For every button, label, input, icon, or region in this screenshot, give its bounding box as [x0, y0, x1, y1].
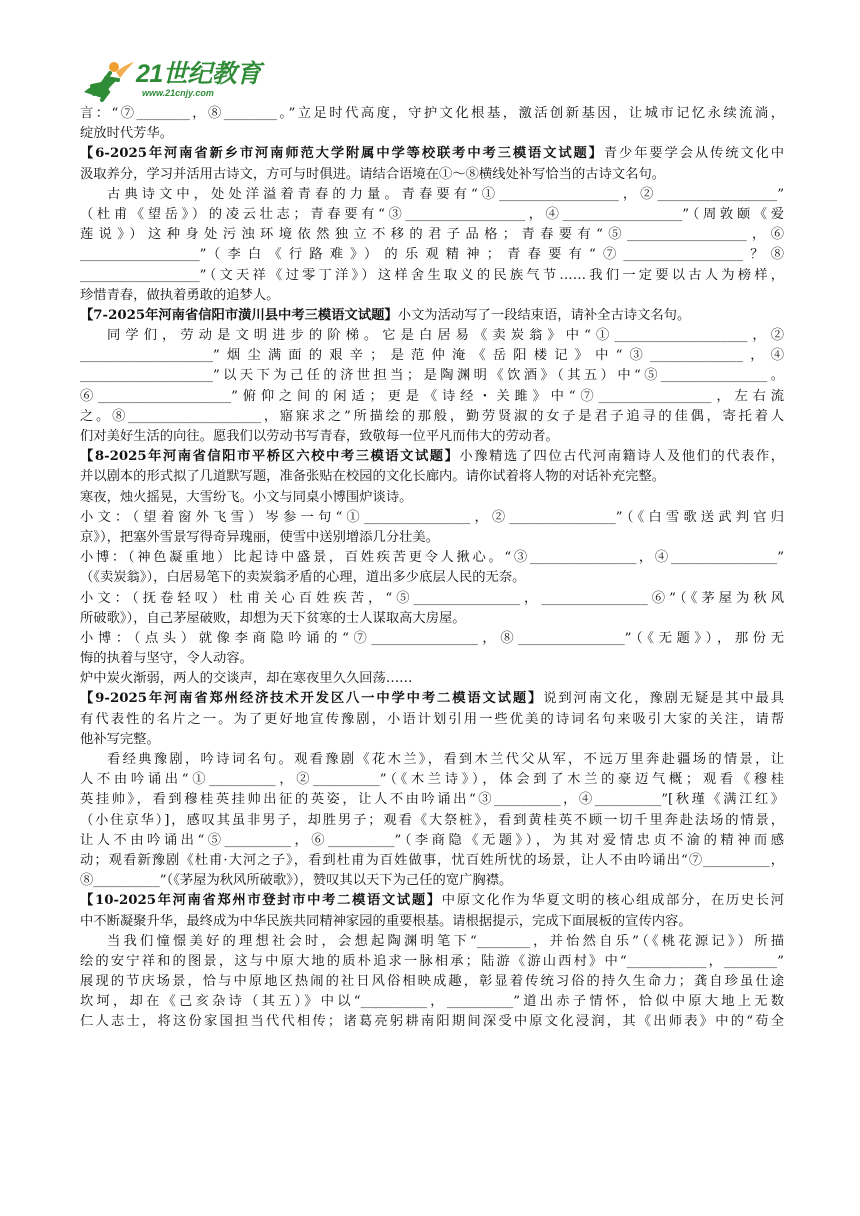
- line-text: 人不由吟诵出“①__________，②__________”（《木兰诗》），体会到了木兰的豪迈气概；观看《穆桂: [80, 772, 784, 788]
- line-text: ⑥____________________”俯仰之间的闲适；更是《诗经・关雎》中“⑦_________________，左右流: [80, 388, 784, 404]
- line-text: 让人不由吟诵出“⑤__________，⑥__________”（李商隐《无题》），为其对爱情忠贞不渝的精神而感: [80, 832, 784, 848]
- text-line: [80, 992, 784, 1012]
- running-figure-icon: [80, 58, 136, 104]
- line-text: 说到河南文化，豫剧无疑是其中最具: [543, 691, 784, 707]
- line-text: 汲取养分，学习并活用古诗文，方可与时俱进。请结合语境在①～⑧横线处补写恰当的古诗文名句。: [80, 166, 666, 182]
- text-line: [80, 387, 784, 407]
- text-line: [80, 871, 784, 891]
- text-line: [80, 548, 784, 568]
- text-line: [80, 851, 784, 871]
- line-text: 中不断凝聚升华，最终成为中华民族共同精神家园的重要根基。请根据提示，完成下面展板的宣传内容。: [80, 913, 692, 929]
- line-text: 炉中炭火渐弱，两人的交谈声，却在寒夜里久久回荡……: [80, 671, 413, 687]
- text-line: [80, 669, 784, 689]
- text-line: [80, 629, 784, 649]
- line-text: 青少年要学会从传统文化中: [603, 146, 784, 162]
- text-line: [80, 589, 784, 609]
- question-source-heading: 【6-2025年河南省新乡市河南师范大学附属中学等校联考中考三模语文试题】: [80, 146, 604, 162]
- text-line: [80, 770, 784, 790]
- text-line: [80, 225, 784, 245]
- question-source-heading: 【10-2025年河南省郑州市登封市中考二模语文试题】: [80, 893, 442, 909]
- line-text: 同学们，劳动是文明进步的阶梯。它是白居易《卖炭翁》中“①____________________，②: [107, 328, 784, 344]
- line-text: 看经典豫剧，吟诗词名句。观看豫剧《花木兰》，看到木兰代父从军，不远万里奔赴疆场的情景，让: [107, 752, 784, 767]
- text-line: [80, 185, 784, 205]
- line-text: 小文：（望着窗外飞雪）岑参一句“①________________，②________________”（《白雪歌送武判官归: [80, 509, 784, 525]
- line-text: __________________”（李白《行路难》）的乐观精神；青春要有“⑦__________________？⑧: [80, 247, 784, 263]
- line-text: 当我们憧憬美好的理想社会时，会想起陶渊明笔下“________，并怡然自乐”（《桃花源记》）所描: [107, 933, 784, 949]
- brand-logo: [80, 58, 280, 104]
- line-text: 中原文化作为华夏文明的核心组成部分，在历史长河: [441, 893, 784, 909]
- line-text: 展现的节庆场景，恰与中原地区热闹的社日风俗相映成趣，彰显着传统习俗的持久生命力；龚自珍虽仕途: [80, 974, 784, 990]
- line-text: ____________________”烟尘满面的艰辛；是范仲淹《岳阳楼记》中“③______________，④: [80, 348, 784, 364]
- question-source-heading: 【7-2025年河南省信阳市潢川县中考三模语文试题】: [80, 307, 398, 323]
- text-line: [80, 811, 784, 831]
- line-text: （《卖炭翁》），白居易笔下的卖炭翁矛盾的心理，道出多少底层人民的无奈。: [80, 570, 526, 586]
- question-heading-line: [80, 891, 784, 911]
- line-text: 古典诗文中，处处洋溢着青春的力量。青春要有“①__________________，②__________________”: [107, 186, 784, 202]
- text-line: [80, 609, 784, 629]
- line-text: 珍惜青春，做执着勇敢的追梦人。: [80, 287, 280, 303]
- text-line: [80, 912, 784, 932]
- question-source-heading: 【9-2025年河南省郑州经济技术开发区八一中学中考二模语文试题】: [80, 691, 544, 707]
- text-line: [80, 1012, 784, 1032]
- text-line: [80, 932, 784, 952]
- logo-url: www.21cnjy.com: [142, 88, 214, 98]
- line-text: 小博：（点头）就像李商隐吟诵的“⑦________________，⑧________________”（《无题》），那份无: [80, 630, 784, 646]
- text-line: [80, 427, 784, 447]
- line-text: 莲说》）这种身处污浊环境依然独立不移的君子品格；青春要有“⑤__________________，⑥: [80, 227, 784, 243]
- text-line: [80, 104, 784, 124]
- line-text: 小文：（抚卷轻叹）杜甫关心百姓疾苦，“⑤________________，________________⑥”（《茅屋为秋风: [80, 590, 784, 606]
- text-line: [80, 326, 784, 346]
- line-text: 言：“⑦________，⑧________。”立足时代高度，守护文化根基，激活创新基因，让城市记忆永续流淌，: [80, 106, 784, 121]
- line-text: 他补写完整。: [80, 731, 160, 747]
- text-line: [80, 750, 784, 770]
- text-line: [80, 266, 784, 286]
- text-line: [80, 366, 784, 386]
- line-text: 寒夜，烛火摇晃，大雪纷飞。小文与同桌小博围炉谈诗。: [80, 489, 413, 505]
- text-line: [80, 528, 784, 548]
- text-line: [80, 286, 784, 306]
- text-line: [80, 346, 784, 366]
- text-line: [80, 488, 784, 508]
- line-text: 之。⑧____________________，寤寐求之”所描绘的那般，勤劳贤淑的女子是君子追寻的佳偶，寄托着人: [80, 408, 784, 424]
- text-line: [80, 467, 784, 487]
- line-text: （小住京华）]，感叹其虽非男子，却胜男子；观看《大祭桩》，看到黄桂英不顾一切千里奔赴法场的情景，: [80, 812, 784, 828]
- line-text: 动；观看新豫剧《杜甫·大河之子》，看到杜甫为百姓做事，忧百姓所忧的场景，让人不由吟诵出“⑦__________，: [80, 852, 784, 868]
- text-line: [80, 165, 784, 185]
- logo-name: 21世纪教育: [136, 60, 261, 88]
- question-heading-line: [80, 306, 784, 326]
- line-text: 所破歌》），自己茅屋破败，却想为天下贫寒的士人谋取高大房屋。: [80, 610, 466, 626]
- line-text: 小豫精选了四位古代河南籍诗人及他们的代表作，: [459, 449, 784, 465]
- question-heading-line: [80, 689, 784, 709]
- text-line: [80, 790, 784, 810]
- line-text: 英挂帅》，看到穆桂英挂帅出征的英姿，让人不由吟诵出“③__________，④__________”[秋瑾《满江红》: [80, 792, 784, 808]
- line-text: 京》），把塞外雪景写得奇异瑰丽，使雪中送别增添几分壮美。: [80, 529, 440, 545]
- line-text: 小文为活动写了一段结束语，请补全古诗文名句。: [397, 307, 691, 323]
- text-line: [80, 952, 784, 972]
- text-line: [80, 245, 784, 265]
- line-text: __________________”（文天祥《过零丁洋》）这样舍生取义的民族气节……我们一定要以古人为榜样，: [80, 267, 784, 283]
- line-text: 有代表性的名片之一。为了更好地宣传豫剧，小语计划引用一些优美的诗词名句来吸引大家的关注，请帮: [80, 711, 784, 727]
- line-text: 绘的安宁祥和的图景，这与中原大地的质朴追求一脉相承；陆游《游山西村》中“____________，________”: [80, 953, 784, 969]
- question-heading-line: [80, 447, 784, 467]
- text-line: [80, 730, 784, 750]
- line-text: 并以剧本的形式拟了几道默写题，准备张贴在校园的文化长廊内。请你试着将人物的对话补充完整。: [80, 469, 666, 485]
- line-text: 坎坷，却在《己亥杂诗（其五）》中以“__________，__________”道出赤子情怀，恰似中原大地上无数: [80, 994, 784, 1010]
- text-line: [80, 568, 784, 588]
- line-text: 小博：（神色凝重地）比起诗中盛景，百姓疾苦更令人揪心。“③________________，④________________”: [80, 550, 784, 566]
- text-line: [80, 508, 784, 528]
- text-line: [80, 972, 784, 992]
- text-line: [80, 710, 784, 730]
- text-line: [80, 205, 784, 225]
- question-heading-line: [80, 144, 784, 164]
- line-text: 仁人志士，将这份家国担当代代相传；诸葛亮躬耕南阳期间深受中原文化浸润，其《出师表》中的“苟全: [80, 1014, 784, 1030]
- text-line: [80, 124, 784, 144]
- line-text: 绽放时代芳华。: [80, 126, 174, 142]
- line-text: 们对美好生活的向往。愿我们以劳动书写青春，致敬每一位平凡而伟大的劳动者。: [80, 429, 559, 444]
- document-body: [80, 104, 784, 1033]
- text-line: [80, 407, 784, 427]
- line-text: （杜甫《望岳》）的凌云壮志；青春要有“③__________________，④__________________”（周敦颐《爱: [80, 206, 784, 222]
- line-text: ⑧__________”（《茅屋为秋风所破歌》），赞叹其以天下为己任的宽广胸襟。: [80, 873, 513, 889]
- line-text: 悔的执着与坚守，令人动容。: [80, 651, 253, 667]
- text-line: [80, 649, 784, 669]
- text-line: [80, 831, 784, 851]
- line-text: ____________________”以天下为己任的济世担当；是陶渊明《饮酒》（其五）中“⑤________________。: [80, 368, 784, 384]
- question-source-heading: 【8-2025年河南省信阳市平桥区六校中考三模语文试题】: [80, 449, 460, 465]
